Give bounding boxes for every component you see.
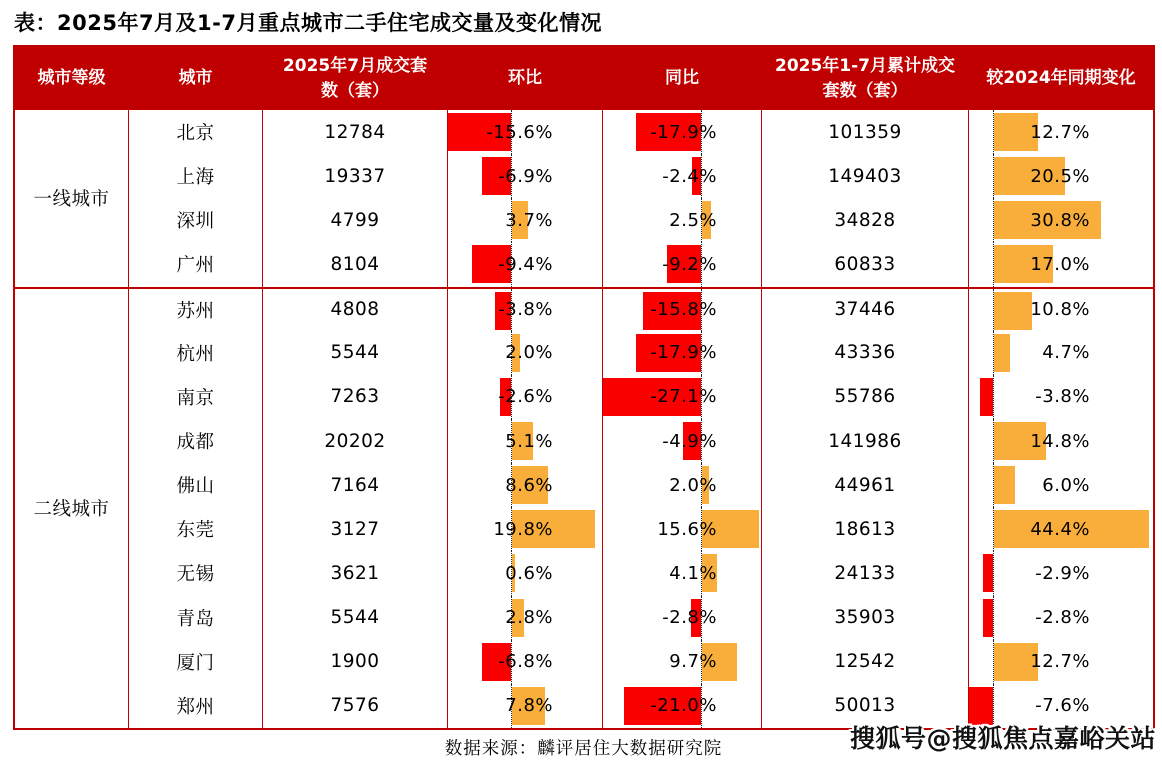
mom-change-cell [448,375,603,419]
yoy-change-cell [603,419,762,463]
yoy-change-cell [603,507,762,551]
mom-change-cell [448,551,603,595]
vs-2024-change-cell [969,242,1153,286]
change-value-label: -2.8% [662,607,717,629]
vs-2024-change-cell [969,110,1153,154]
cumulative-sales-cell: 18613 [762,507,969,551]
change-value-label: -15.6% [486,121,553,143]
cumulative-sales-cell: 12542 [762,640,969,684]
change-value-label: 20.5% [1030,165,1090,187]
cumulative-sales-cell: 101359 [762,110,969,154]
yoy-change-cell [603,154,762,198]
cumulative-sales-cell: 50013 [762,684,969,728]
change-value-label: 2.8% [505,607,553,629]
change-value-label: -17.9% [650,121,717,143]
mom-change-cell [448,198,603,242]
mom-change-cell [448,110,603,154]
watermark: 搜狐号@搜狐焦点嘉峪关站 [849,724,1156,753]
page-title: 表：2025年7月及1-7月重点城市二手住宅成交量及变化情况 [14,11,602,35]
cumulative-sales-cell: 35903 [762,596,969,640]
cumulative-sales-cell: 24133 [762,551,969,595]
change-value-label: 19.8% [493,518,553,540]
july-sales-cell: 1900 [263,640,448,684]
yoy-change-cell [603,198,762,242]
july-sales-cell: 7576 [263,684,448,728]
yoy-change-cell [603,463,762,507]
cumulative-sales-cell: 55786 [762,375,969,419]
yoy-change-cell [603,331,762,375]
change-value-label: -21.0% [650,695,717,717]
tier-cell: 二线城市 [15,287,129,728]
change-value-label: 0.6% [505,562,553,584]
change-value-label: 12.7% [1030,121,1090,143]
change-value-label: 15.6% [657,518,717,540]
column-header: 城市等级 [15,47,129,110]
change-value-label: 8.6% [505,474,553,496]
yoy-change-cell [603,242,762,286]
change-value-label: 2.5% [669,209,717,231]
cumulative-sales-cell: 43336 [762,331,969,375]
change-value-label: 2.0% [505,342,553,364]
mom-change-cell [448,507,603,551]
vs-2024-change-cell [969,287,1153,331]
vs-2024-change-cell [969,551,1153,595]
change-value-label: 17.0% [1030,253,1090,275]
july-sales-cell: 4808 [263,287,448,331]
housing-data-table [13,45,1155,730]
mom-change-cell [448,331,603,375]
cumulative-sales-cell: 44961 [762,463,969,507]
city-cell: 成都 [129,419,263,463]
change-value-label: -3.8% [1035,386,1090,408]
vs-2024-change-cell [969,198,1153,242]
change-value-label: -27.1% [650,386,717,408]
column-header: 环比 [448,47,603,110]
yoy-change-cell [603,287,762,331]
city-cell: 深圳 [129,198,263,242]
vs-2024-change-cell [969,419,1153,463]
yoy-change-cell [603,596,762,640]
cumulative-sales-cell: 34828 [762,198,969,242]
change-value-label: -17.9% [650,342,717,364]
change-value-label: -6.9% [498,165,553,187]
mom-change-cell [448,287,603,331]
city-cell: 上海 [129,154,263,198]
column-header: 同比 [603,47,762,110]
mom-change-cell [448,154,603,198]
column-header: 2025年1-7月累计成交套数（套） [762,47,969,110]
july-sales-cell: 7263 [263,375,448,419]
change-value-label: 14.8% [1030,430,1090,452]
city-cell: 广州 [129,242,263,286]
city-cell: 杭州 [129,331,263,375]
july-sales-cell: 5544 [263,331,448,375]
city-cell: 东莞 [129,507,263,551]
mom-change-cell [448,242,603,286]
vs-2024-change-cell [969,463,1153,507]
city-cell: 厦门 [129,640,263,684]
column-header: 较2024年同期变化 [969,47,1153,110]
city-cell: 苏州 [129,287,263,331]
tier-cell: 一线城市 [15,110,129,287]
change-value-label: -15.8% [650,299,717,321]
vs-2024-change-cell [969,375,1153,419]
yoy-change-cell [603,551,762,595]
mom-change-cell [448,640,603,684]
cumulative-sales-cell: 37446 [762,287,969,331]
july-sales-cell: 20202 [263,419,448,463]
change-value-label: -2.4% [662,165,717,187]
cumulative-sales-cell: 60833 [762,242,969,286]
change-value-label: 3.7% [505,209,553,231]
yoy-change-cell [603,684,762,728]
change-value-label: 4.1% [669,562,717,584]
july-sales-cell: 12784 [263,110,448,154]
city-cell: 南京 [129,375,263,419]
vs-2024-change-cell [969,596,1153,640]
july-sales-cell: 8104 [263,242,448,286]
july-sales-cell: 7164 [263,463,448,507]
july-sales-cell: 3127 [263,507,448,551]
change-value-label: -6.8% [498,651,553,673]
yoy-change-cell [603,640,762,684]
column-header: 城市 [129,47,263,110]
mom-change-cell [448,684,603,728]
change-value-label: -9.4% [498,253,553,275]
change-value-label: -2.9% [1035,562,1090,584]
cumulative-sales-cell: 149403 [762,154,969,198]
change-value-label: -7.6% [1035,695,1090,717]
city-cell: 佛山 [129,463,263,507]
change-value-label: 2.0% [669,474,717,496]
change-value-label: -9.2% [662,253,717,275]
change-value-label: -4.9% [662,430,717,452]
change-value-label: -3.8% [498,299,553,321]
cumulative-sales-cell: 141986 [762,419,969,463]
vs-2024-change-cell [969,640,1153,684]
change-value-label: 5.1% [505,430,553,452]
yoy-change-cell [603,375,762,419]
city-cell: 青岛 [129,596,263,640]
change-value-label: 30.8% [1030,209,1090,231]
july-sales-cell: 4799 [263,198,448,242]
data-source-caption: 数据来源：麟评居住大数据研究院 [444,739,723,759]
change-value-label: 44.4% [1030,518,1090,540]
city-cell: 北京 [129,110,263,154]
change-value-label: 10.8% [1030,299,1090,321]
mom-change-cell [448,596,603,640]
city-cell: 郑州 [129,684,263,728]
july-sales-cell: 5544 [263,596,448,640]
vs-2024-change-cell [969,154,1153,198]
column-header: 2025年7月成交套数（套） [263,47,448,110]
july-sales-cell: 3621 [263,551,448,595]
change-value-label: -2.8% [1035,607,1090,629]
vs-2024-change-cell [969,507,1153,551]
vs-2024-change-cell [969,331,1153,375]
change-value-label: 6.0% [1042,474,1090,496]
change-value-label: 7.8% [505,695,553,717]
change-value-label: -2.6% [498,386,553,408]
july-sales-cell: 19337 [263,154,448,198]
mom-change-cell [448,419,603,463]
change-value-label: 9.7% [669,651,717,673]
change-value-label: 12.7% [1030,651,1090,673]
change-value-label: 4.7% [1042,342,1090,364]
yoy-change-cell [603,110,762,154]
city-cell: 无锡 [129,551,263,595]
mom-change-cell [448,463,603,507]
